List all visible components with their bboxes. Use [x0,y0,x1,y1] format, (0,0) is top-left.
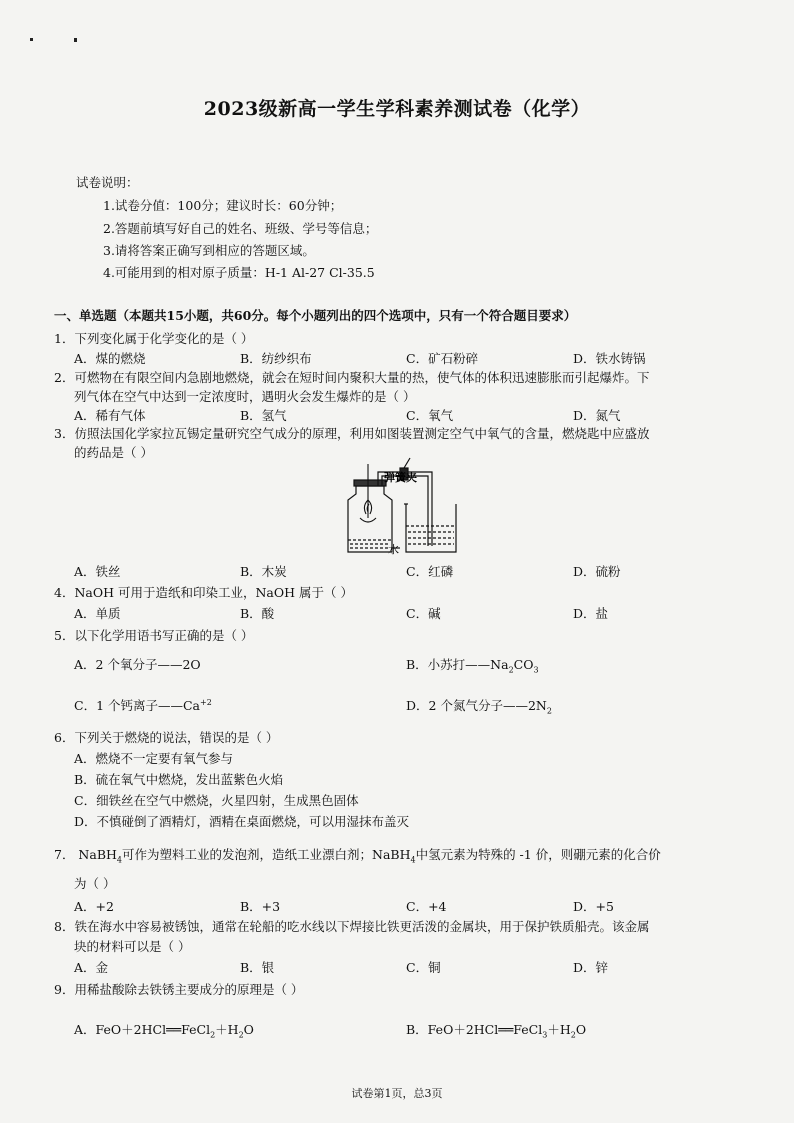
question-3-option-b: B．木炭 [240,564,287,579]
question-2-option-a: A．稀有气体 [74,408,146,423]
scan-speck [30,38,33,41]
question-7-stem: 7． NaBH$_4$可作为塑料工业的发泡剂，造纸工业漂白剂；NaBH$_4$中氢元素为特殊的 -1 价，则硼元素的化合价 [54,847,661,865]
question-6-option-c: C．细铁丝在空气中燃烧，火星四射，生成黑色固体 [74,793,359,808]
question-7-option-d: D．+5 [573,899,614,914]
note-item: 1.试卷分值：100分；建议时长：60分钟； [103,198,343,213]
question-3-option-c: C．红磷 [406,564,454,579]
question-4-option-d: D．盐 [573,606,609,621]
combustion-spoon [360,464,376,522]
question-2-stem-cont: 列气体在空气中达到一定浓度时，遇明火会发生爆炸的是（ ） [74,389,416,404]
scan-speck [74,38,77,42]
question-1-option-a: A．煤的燃烧 [74,351,146,366]
question-5-option-c: C．1 个钙离子$——Ca^{+2}$ [74,697,212,713]
note-item: 2.答题前填写好自己的姓名、班级、学号等信息； [103,221,378,236]
question-9-option-b: B．$FeO+2HCl══FeCl_3+H_2O$ [406,1022,587,1040]
question-2-option-b: B．氢气 [240,408,287,423]
question-1-option-c: C．矿石粉碎 [406,351,479,366]
note-item: 3.请将答案正确写到相应的答题区域。 [103,243,315,258]
page-title: 2023级新高一学生学科素养测试卷（化学） [203,98,591,120]
question-6-stem: 6．下列关于燃烧的说法，错误的是（ ） [54,730,279,745]
question-5-stem: 5．以下化学用语书写正确的是（ ） [54,628,254,643]
question-6-option-b: B．硫在氧气中燃烧，发出蓝紫色火焰 [74,772,284,787]
question-8-option-b: B．银 [240,960,275,975]
gas-bottle [348,480,392,552]
question-1-option-b: B．纺纱织布 [240,351,312,366]
question-6-option-d: D．不慎碰倒了酒精灯，酒精在桌面燃烧，可以用湿抹布盖灭 [74,814,410,829]
beaker [392,504,456,552]
question-3-option-d: D．硫粉 [573,564,621,579]
question-2-stem: 2．可燃物在有限空间内急剧地燃烧，就会在短时间内聚积大量的热，使气体的体积迅速膨胀而引起爆炸。下 [54,370,650,385]
question-8-option-d: D．锌 [573,960,609,975]
question-8-stem: 8．铁在海水中容易被锈蚀，通常在轮船的吃水线以下焊接比铁更活泼的金属块，用于保护铁质船壳。该金属 [54,919,650,934]
question-5-option-a: A．2 个氧分子——2O [74,657,201,672]
clip-label: 弹簧夹 [384,471,417,484]
question-4-stem: 4．NaOH 可用于造纸和印染工业，NaOH 属于（ ） [54,585,353,600]
question-4-option-b: B．酸 [240,606,275,621]
question-2-option-c: C．氧气 [406,408,454,423]
question-3-stem-cont: 的药品是（ ） [74,445,153,460]
question-4-option-c: C．碱 [406,606,441,621]
question-8-option-a: A．金 [74,960,109,975]
notes-heading: 试卷说明： [76,175,139,190]
question-8-stem-cont: 块的材料可以是（ ） [74,939,191,954]
question-4-option-a: A．单质 [74,606,121,621]
question-6-option-a: A．燃烧不一定要有氧气参与 [74,751,234,766]
page-footer: 试卷第1页，总3页 [351,1087,443,1100]
question-5-option-d: D．2 个氮气分子$——2N_2$ [406,698,552,716]
section-heading: 一、单选题（本题共15小题，共60分。每个小题列出的四个选项中，只有一个符合题目要求） [54,308,577,323]
question-2-option-d: D．氮气 [573,408,621,423]
water-label: 水 [388,543,399,556]
question-7-option-b: B．+3 [240,899,281,914]
question-3-stem: 3．仿照法国化学家拉瓦锡定量研究空气成分的原理，利用如图装置测定空气中氧气的含量，燃烧匙中应盛放 [54,426,650,441]
question-5-option-b: B．小苏打$——Na_2CO_3$ [406,657,539,675]
question-1-stem: 1．下列变化属于化学变化的是（ ） [54,331,254,346]
question-9-option-a: A．$FeO+2HCl══FeCl_2+H_2O$ [74,1022,254,1040]
question-1-option-d: D．铁水铸锅 [573,351,646,366]
note-item: 4.可能用到的相对原子质量：H-1 Al-27 Cl-35.5 [103,265,375,280]
question-9-stem: 9．用稀盐酸除去铁锈主要成分的原理是（ ） [54,982,304,997]
question-7-option-a: A．+2 [74,899,114,914]
question-3-option-a: A．铁丝 [74,564,121,579]
question-7-stem-cont: 为（ ） [74,876,116,891]
question-7-option-c: C．+4 [406,899,447,914]
apparatus-diagram [340,456,470,560]
question-8-option-c: C．铜 [406,960,441,975]
